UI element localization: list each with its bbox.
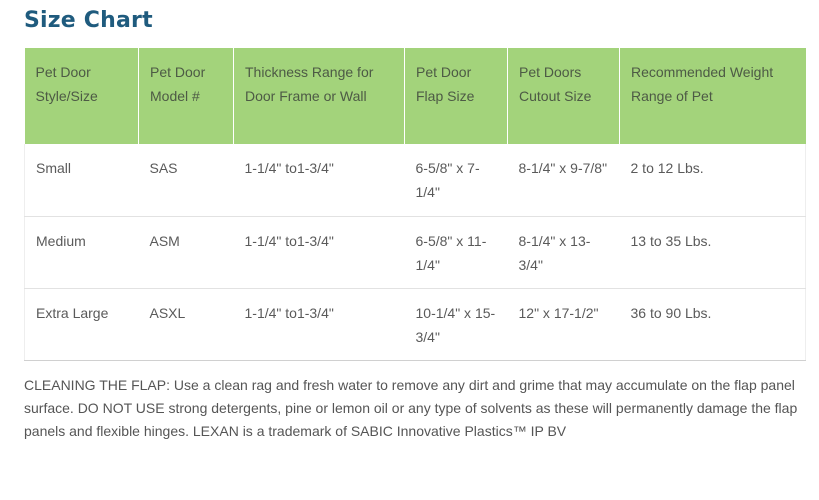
size-chart-table <box>24 48 806 361</box>
header-weight-range: Recommended Weight Range of Pet <box>620 48 806 144</box>
header-model: Pet Door Model # <box>139 48 234 144</box>
cell-model: SAS <box>149 160 178 176</box>
cell-thickness-range: 1-1/4" to1-3/4" <box>244 160 334 176</box>
header-thickness-range: Thickness Range for Door Frame or Wall <box>234 48 405 144</box>
table-row <box>25 288 806 360</box>
cell-style-size: Extra Large <box>36 304 109 321</box>
cell-thickness-range: 1-1/4" to1-3/4" <box>244 232 334 249</box>
cell-cutout-size: 8-1/4" x 9-7/8" <box>518 160 608 176</box>
cell-flap-size: 6-5/8" x 11-1/4" <box>415 232 487 273</box>
header-cutout-size: Pet Doors Cutout Size <box>508 48 620 144</box>
cell-style-size: Small <box>36 160 72 176</box>
page-title: Size Chart <box>24 8 153 33</box>
cell-cutout-size: 8-1/4" x 13-3/4" <box>518 232 591 273</box>
cell-weight-range: 13 to 35 Lbs. <box>630 232 712 249</box>
cell-flap-size: 10-1/4" x 15-3/4" <box>415 304 496 345</box>
table-header-row <box>25 48 806 144</box>
cell-weight-range: 2 to 12 Lbs. <box>630 160 704 176</box>
cell-cutout-size: 12" x 17-1/2" <box>518 304 599 321</box>
cell-thickness-range: 1-1/4" to1-3/4" <box>244 304 334 321</box>
cell-flap-size: 6-5/8" x 7-1/4" <box>415 160 480 200</box>
cell-model: ASXL <box>149 304 186 321</box>
cleaning-note: CLEANING THE FLAP: Use a clean rag and fresh water to remove any dirt and grime that may accumulate on the flap panel surface. DO NOT USE strong detergents, pine or lemon oil or any type of solvents as these will permanently damage the flap panels and flexible hinges. LEXAN is a trademark of SABIC Innovative Plastics™ IP BV <box>24 377 798 439</box>
cell-style-size: Medium <box>36 232 86 249</box>
cell-weight-range: 36 to 90 Lbs. <box>630 304 712 321</box>
cell-model: ASM <box>149 232 180 249</box>
header-style-size: Pet Door Style/Size <box>25 48 139 144</box>
table-row <box>25 144 806 216</box>
table-row <box>25 216 806 288</box>
header-flap-size: Pet Door Flap Size <box>405 48 508 144</box>
